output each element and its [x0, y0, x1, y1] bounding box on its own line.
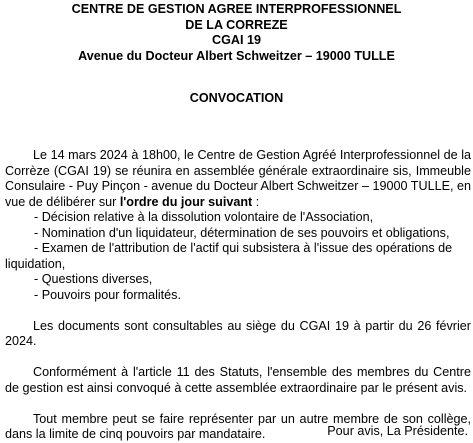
intro-colon: : — [252, 194, 260, 209]
agenda-heading: l'ordre du jour suivant — [119, 194, 253, 209]
organization-acronym: CGAI 19 — [212, 33, 261, 47]
organization-region: DE LA CORREZE — [185, 17, 288, 32]
organization-address: Avenue du Docteur Albert Schweitzer – 19000 TULLE — [78, 48, 395, 63]
organization-name: CENTRE DE GESTION AGREE INTERPROFESSIONNEL — [71, 2, 402, 16]
agenda-item: - Décision relative à la dissolution volontaire de l'Association, — [34, 210, 374, 224]
organization-header — [0, 2, 473, 64]
notice-body — [5, 148, 471, 443]
agenda-item-continuation: liquidation, — [5, 256, 66, 271]
agenda-item: - Nomination d'un liquidateur, détermination de ses pouvoirs et obligations, — [34, 225, 450, 240]
documents-paragraph: Les documents sont consultables au siège du CGAI 19 à partir du 26 février 2024. — [5, 318, 471, 348]
proxy-paragraph: Tout membre peut se faire représenter par un autre membre de son collège, dans la limite de cinq pouvoirs par mandataire. — [5, 411, 471, 441]
spacer — [5, 350, 471, 366]
signature: Pour avis, La Présidente. — [327, 424, 468, 438]
agenda-item: - Examen de l'attribution de l'actif qui subsistera à l'issue des opérations de — [34, 241, 453, 255]
agenda-item: - Questions diverses, — [34, 272, 153, 286]
spacer — [5, 396, 471, 412]
intro-paragraph — [5, 148, 471, 210]
statutes-paragraph: Conformément à l'article 11 des Statuts, l'ensemble des membres du Centre de gestion est ainsi convoqué à cette assemblée extraordinaire par le présent avis. — [5, 365, 471, 395]
agenda-item: - Pouvoirs pour formalités. — [34, 287, 181, 302]
agenda-list — [5, 210, 471, 303]
spacer — [5, 303, 471, 319]
intro-text: Le 14 mars 2024 à 18h00, le Centre de Gestion Agréé Interprofessionnel de la Corrèze (CGAI 19) se réunira en assemblée générale extraordinaire sis, Immeuble Consulaire - Puy Pinçon - avenue du Docteur Albert Schweitzer – 19000 TULLE, en vue de délibérer sur — [5, 148, 471, 209]
notice-title: CONVOCATION — [189, 91, 284, 105]
